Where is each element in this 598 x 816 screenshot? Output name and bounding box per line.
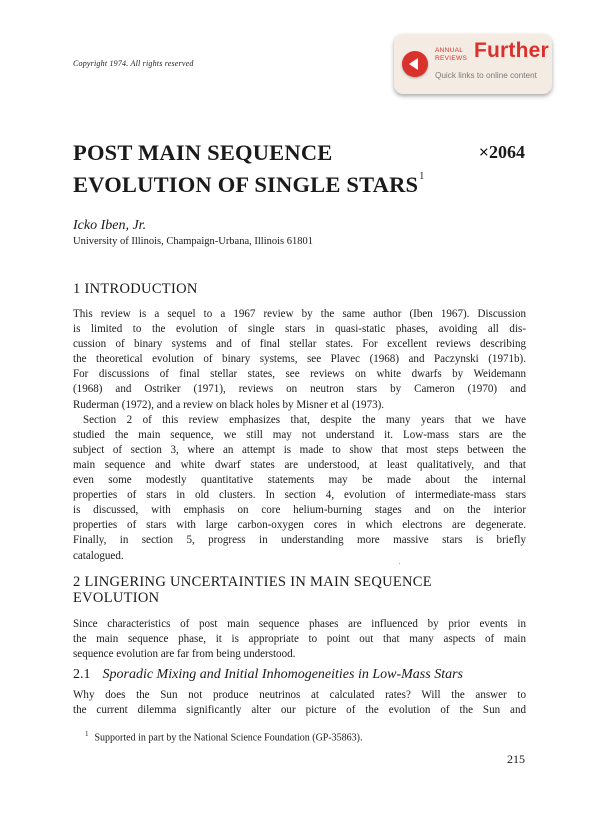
text-line: properties of stars with large carbon-oxygen cores in which electrons are degenerate. <box>73 519 526 532</box>
further-label: Further <box>474 39 549 62</box>
stray-mark: ' <box>399 563 401 569</box>
subsection-2-1-paragraph-1 <box>73 688 526 718</box>
text-line: This review is a sequel to a 1967 review by the same author (Iben 1967). Discussion <box>73 308 526 320</box>
text-line: (1968) and Ostriker (1971), reviews on neutron stars by Cameron (1970) and <box>73 383 526 396</box>
section-2-heading <box>73 575 523 606</box>
text-line: is discussed, with emphasis on core helium-burning stages and on the interior <box>73 504 526 517</box>
text-line: even some modestly quantitative statements may be made about the internal <box>73 474 526 487</box>
text-line: subject of section 3, where an attempt is made to show that most steps between the <box>73 443 526 456</box>
footnote <box>85 730 363 743</box>
text-line: the current dilemma significantly alter our picture of the evolution of the Sun and <box>73 704 526 717</box>
text-line: Since characteristics of post main sequence phases are influenced by prior events in <box>73 618 526 630</box>
copyright-notice: Copyright 1974. All rights reserved <box>73 59 194 68</box>
text-line: Finally, in section 5, progress in understanding more massive stars is briefly <box>73 534 526 547</box>
further-links-badge[interactable] <box>394 34 552 94</box>
text-line: Section 2 of this review emphasizes that, despite the many years that we have <box>83 413 526 426</box>
text-line: studied the main sequence, we still may not understand it. Low-mass stars are the <box>73 428 526 441</box>
text-line: cussion of binary systems and of final stellar states. For excellent reviews describing <box>73 338 526 351</box>
subsection-title: Sporadic Mixing and Initial Inhomogeneities in Low-Mass Stars <box>102 667 463 682</box>
text-line: Ruderman (1972), and a review on black holes by Misner et al (1973). <box>73 398 385 411</box>
subsection-number: 2.1 <box>73 667 91 682</box>
article-title-line-2-text: EVOLUTION OF SINGLE STARS <box>73 172 419 197</box>
article-title-line-1: POST MAIN SEQUENCE <box>73 140 333 165</box>
annual-label: ANNUAL <box>435 47 464 54</box>
left-arrow-circle-icon[interactable] <box>402 51 428 77</box>
section-2-heading-line-1: 2 LINGERING UNCERTAINTIES IN MAIN SEQUENCE <box>73 574 432 590</box>
annual-reviews-logo-text <box>435 47 467 62</box>
text-line: properties of stars in old clusters. In section 4, evolution of intermediate-mass stars <box>73 489 526 502</box>
text-line: is limited to the evolution of single stars in quasi-static phases, avoiding all dis- <box>73 323 526 336</box>
text-line: Why does the Sun not produce neutrinos at calculated rates? Will the answer to <box>73 689 526 701</box>
page-number: 215 <box>507 752 525 766</box>
article-title-line-2 <box>73 172 424 198</box>
text-line: sequence evolution are far from being understood. <box>73 648 296 661</box>
subsection-2-1-heading <box>73 667 533 683</box>
title-footnote-mark[interactable]: 1 <box>419 171 425 182</box>
author-affiliation: University of Illinois, Champaign-Urbana, Illinois 61801 <box>73 236 314 247</box>
quick-links-tagline: Quick links to online content <box>435 71 537 80</box>
reviews-label: REVIEWS <box>435 54 468 62</box>
section-1-paragraph-1 <box>73 307 526 564</box>
article-number: ×2064 <box>478 142 525 162</box>
footnote-text: Supported in part by the National Science Foundation (GP-35863). <box>94 732 363 744</box>
text-line: the theoretical evolution of binary systems, see Plavec (1968) and Paczynski (1971b). <box>73 353 526 366</box>
text-line: main sequence and white dwarf states are understood, at least qualitatively, and that <box>73 458 526 471</box>
footnote-mark: 1 <box>85 730 89 738</box>
author-name: Icko Iben, Jr. <box>73 218 147 233</box>
section-2-heading-line-2: EVOLUTION <box>73 589 160 606</box>
section-1-heading: 1 INTRODUCTION <box>73 281 198 297</box>
text-line: catalogued. <box>73 549 124 562</box>
section-2-paragraph-1 <box>73 617 526 662</box>
text-line: For discussions of final stellar states, see reviews on white dwarfs by Weidemann <box>73 368 526 381</box>
text-line: the main sequence phase, it is appropriate to point out that many aspects of main <box>73 633 526 646</box>
